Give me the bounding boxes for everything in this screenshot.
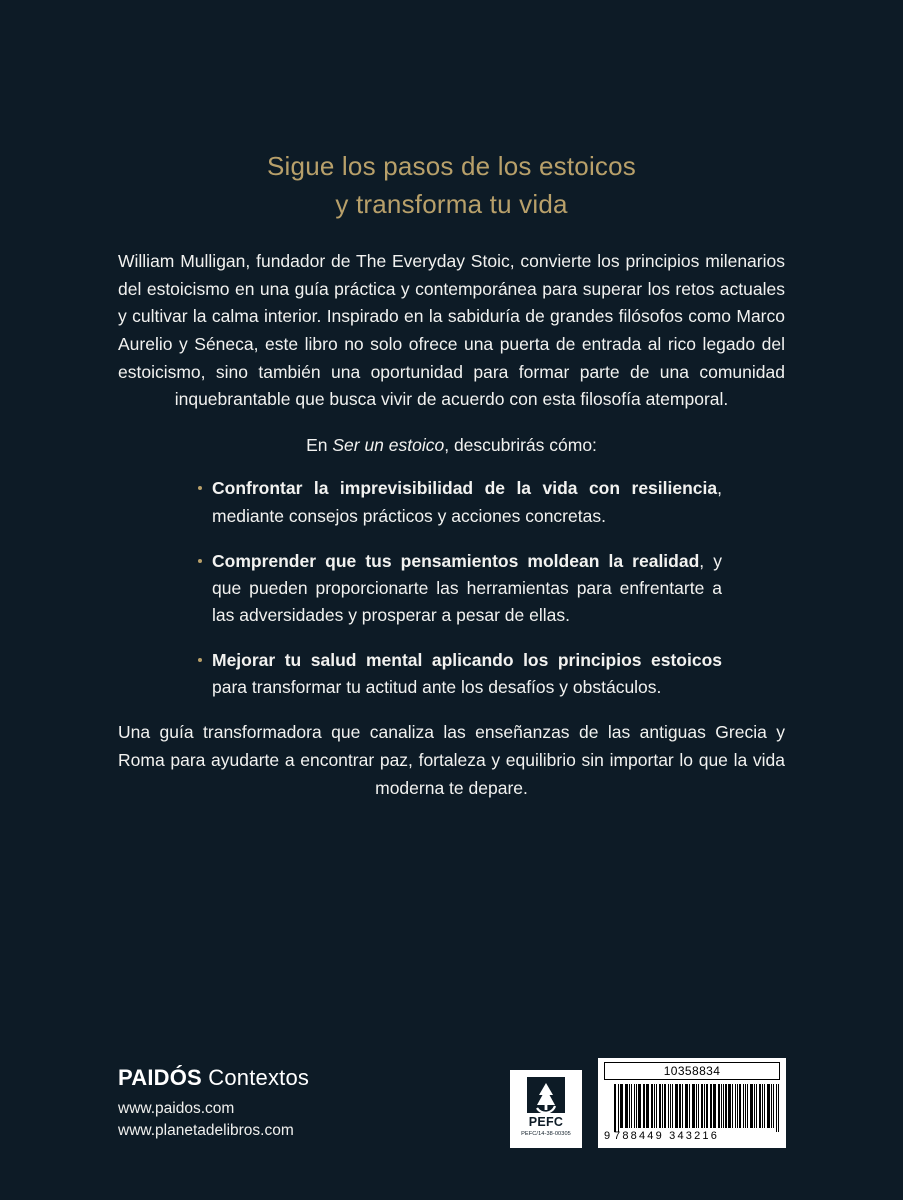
lead-in-after: , descubrirás cómo: [444,434,597,455]
barcode-bar [710,1084,711,1128]
barcode-bar [618,1084,619,1132]
list-item [198,475,722,529]
list-item-rest: , mediante consejos prácticos y acciones concretas. [212,478,722,526]
barcode-bar [620,1084,621,1128]
lead-in-line [118,432,785,460]
barcode-bar [668,1084,669,1128]
barcode-bar [764,1084,765,1128]
barcode-bar [776,1084,777,1132]
list-item [198,548,722,629]
barcode-bar [631,1084,633,1128]
back-cover-copy [118,248,785,820]
barcode-bar [711,1084,712,1128]
list-item-bold: Comprender que tus pensamientos moldean la realidad [212,550,700,571]
barcode-bar [621,1084,623,1128]
barcode-bars [604,1084,780,1132]
barcode-bar [643,1084,645,1128]
barcode-bar [754,1084,755,1128]
pefc-code: PEFC/14-38-00305 [521,1130,571,1137]
book-title: Ser un estoico [332,434,445,455]
barcode-bar [756,1084,757,1128]
barcode-bar [725,1084,727,1128]
barcode-bar [659,1084,662,1128]
pefc-tree-icon [525,1075,567,1115]
list-item [198,647,722,701]
barcode-block [598,1058,786,1148]
barcode-bar [656,1084,657,1128]
barcode-bar [634,1084,635,1128]
barcode-bar [718,1084,720,1128]
barcode-bar [614,1084,616,1132]
list-item-rest: para transformar tu actitud ante los desafíos y obstáculos. [212,677,662,698]
barcode-top-number: 10358834 [604,1062,780,1080]
barcode-bar [737,1084,738,1128]
bullet-dot-icon [198,559,202,563]
barcode-bar [732,1084,733,1128]
barcode-bar [739,1084,741,1128]
barcode-bar [723,1084,724,1128]
barcode-bar [682,1084,683,1128]
headline-line-2: y transforma tu vida [335,188,568,219]
intro-paragraph: William Mulligan, fundador de The Everyday Stoic, convierte los principios milenarios del estoicismo en una guía práctica y contemporánea para superar los retos actuales y cultivar la calma interior. Inspirado en la sabiduría de grandes filósofos como Marco Aurelio y Séneca, este libro no solo ofrece una puerta de entrada al rico legado del estoicismo, sino también una oportunidad para formar parte de una comunidad inquebrantable que busca vivir de acuerdo con esta filosofía atemporal. [118,251,785,410]
barcode-bar [728,1084,731,1128]
headline [118,148,785,223]
barcode-bar [747,1084,749,1128]
list-item-rest: , y que pueden proporcionarte las herramientas para enfrentarte a las adversidades y prosperar a pesar de ellas. [212,550,722,625]
benefit-list [118,475,785,701]
bullet-dot-icon [198,486,202,490]
barcode-bar [654,1084,655,1128]
pefc-logo [510,1070,582,1148]
barcode-bar [689,1084,690,1128]
barcode-bar [692,1084,695,1128]
barcode-bar [679,1084,681,1128]
footer-imprint-block [118,1065,309,1142]
barcode-bar [670,1084,671,1128]
barcode-bar [762,1084,764,1128]
barcode-bar [750,1084,753,1128]
barcode-bar [759,1084,761,1128]
barcode-bar [698,1084,700,1128]
closing-paragraph: Una guía transformadora que canaliza las enseñanzas de las antiguas Grecia y Roma para ayudarte a encontrar paz, fortaleza y equilibrio sin importar lo que la vida moderna te depare. [118,722,785,798]
barcode-bar [664,1084,666,1128]
barcode-bar [651,1084,653,1128]
website-planetadelibros: www.planetadelibros.com [118,1122,294,1139]
barcode-bar [685,1084,686,1128]
lead-in-before: En [306,434,333,455]
barcode-bar [704,1084,705,1128]
barcode-main-digits: 788449 343216 [614,1130,720,1142]
barcode-bar [706,1084,708,1128]
barcode-bar [672,1084,674,1128]
barcode-bar [625,1084,628,1128]
barcode-bar [636,1084,637,1128]
barcode-bar [735,1084,737,1128]
barcode-bar [701,1084,703,1128]
barcode-bar [745,1084,746,1128]
barcode-lead-digit: 9 [604,1130,611,1142]
website-list [118,1098,309,1142]
bullet-dot-icon [198,658,202,662]
barcode-bar [773,1084,775,1128]
barcode-bar [767,1084,770,1128]
list-item-bold: Confrontar la imprevisibilidad de la vida con resiliencia [212,478,718,499]
barcode-bar [771,1084,772,1128]
barcode-bar [675,1084,678,1128]
barcode-bar [629,1084,630,1128]
barcode-bar [638,1084,641,1128]
list-item-bold: Mejorar tu salud mental aplicando los principios estoicos [212,650,722,671]
barcode-bar [686,1084,688,1128]
imprint [118,1065,309,1091]
barcode-bar [646,1084,647,1128]
barcode-bar [721,1084,722,1128]
headline-line-1: Sigue los pasos de los estoicos [267,151,636,181]
barcode-bar [696,1084,697,1128]
barcode-bar [647,1084,649,1128]
imprint-brand: PAIDÓS [118,1065,202,1090]
pefc-label: PEFC [528,1115,564,1129]
barcode-bar [743,1084,744,1128]
barcode-digits [604,1130,780,1142]
barcode-bar [778,1084,779,1132]
barcode-bar [713,1084,716,1128]
website-paidos: www.paidos.com [118,1100,235,1117]
barcode-bar [662,1084,663,1128]
imprint-collection: Contextos [208,1065,310,1090]
